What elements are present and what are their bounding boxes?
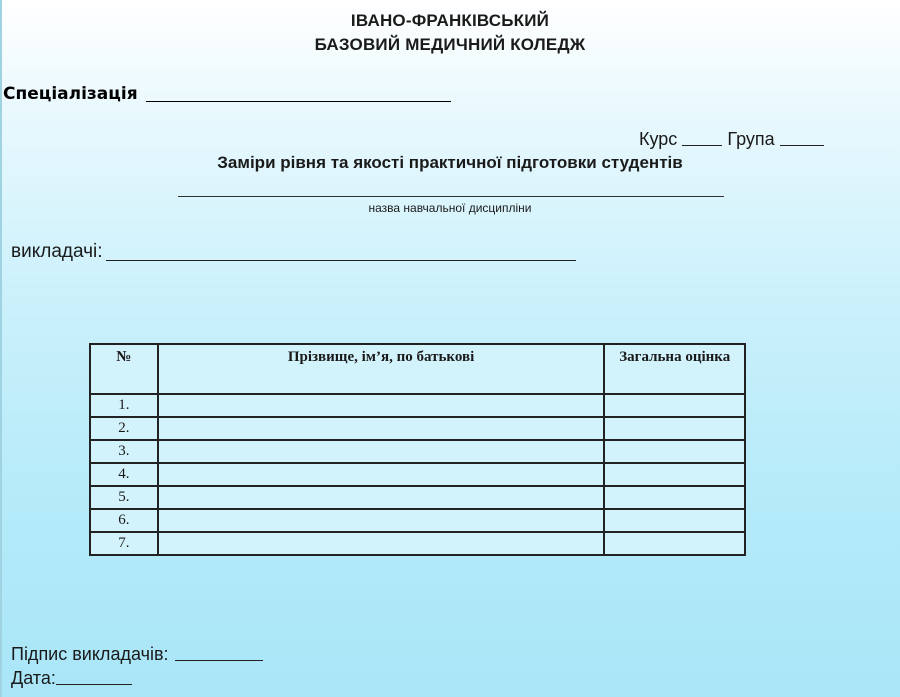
- course-label: Курс: [639, 129, 678, 149]
- date-label: Дата:: [11, 668, 56, 688]
- date-row: [11, 668, 132, 689]
- signature-row: [11, 644, 263, 665]
- table-row: [90, 394, 745, 417]
- table-row: [90, 417, 745, 440]
- grade-cell[interactable]: [604, 417, 745, 440]
- students-table: [89, 343, 746, 556]
- teachers-label: викладачі:: [11, 241, 103, 262]
- student-name-cell[interactable]: [158, 486, 605, 509]
- signature-label: Підпис викладачів:: [11, 644, 169, 664]
- table-row: [90, 532, 745, 555]
- teachers-field[interactable]: [106, 260, 576, 261]
- table-row: [90, 486, 745, 509]
- column-number-header: №: [90, 344, 158, 394]
- row-number: 7.: [90, 532, 158, 555]
- column-grade-header: Загальна оцінка: [604, 344, 745, 394]
- row-number: 5.: [90, 486, 158, 509]
- signature-field[interactable]: [175, 660, 263, 661]
- form-subtitle: Заміри рівня та якості практичної підготовки студентів: [217, 153, 683, 172]
- table-row: [90, 440, 745, 463]
- student-name-cell[interactable]: [158, 417, 605, 440]
- student-name-cell[interactable]: [158, 532, 605, 555]
- row-number: 6.: [90, 509, 158, 532]
- discipline-field[interactable]: [178, 196, 724, 197]
- row-number: 2.: [90, 417, 158, 440]
- table-row: [90, 509, 745, 532]
- discipline-caption: назва навчальної дисципліни: [368, 201, 532, 215]
- grade-cell[interactable]: [604, 509, 745, 532]
- student-name-cell[interactable]: [158, 440, 605, 463]
- left-border: [0, 0, 2, 697]
- student-name-cell[interactable]: [158, 394, 605, 417]
- table-row: [90, 463, 745, 486]
- course-group-row: [639, 129, 824, 150]
- grade-cell[interactable]: [604, 463, 745, 486]
- row-number: 4.: [90, 463, 158, 486]
- grade-cell[interactable]: [604, 532, 745, 555]
- specialization-field[interactable]: [146, 101, 451, 102]
- table-header-row: [90, 344, 745, 394]
- group-label: Група: [727, 129, 775, 149]
- student-name-cell[interactable]: [158, 509, 605, 532]
- row-number: 3.: [90, 440, 158, 463]
- grade-cell[interactable]: [604, 394, 745, 417]
- group-field[interactable]: [780, 145, 824, 146]
- college-title-line1: ІВАНО-ФРАНКІВСЬКИЙ: [350, 11, 550, 30]
- student-name-cell[interactable]: [158, 463, 605, 486]
- grade-cell[interactable]: [604, 486, 745, 509]
- column-name-header: Прізвище, ім’я, по батькові: [158, 344, 605, 394]
- course-field[interactable]: [682, 145, 722, 146]
- college-title-line2: БАЗОВИЙ МЕДИЧНИЙ КОЛЕДЖ: [314, 35, 586, 54]
- specialization-label: Спеціалізація: [3, 84, 138, 104]
- grade-cell[interactable]: [604, 440, 745, 463]
- date-field[interactable]: [56, 684, 132, 685]
- row-number: 1.: [90, 394, 158, 417]
